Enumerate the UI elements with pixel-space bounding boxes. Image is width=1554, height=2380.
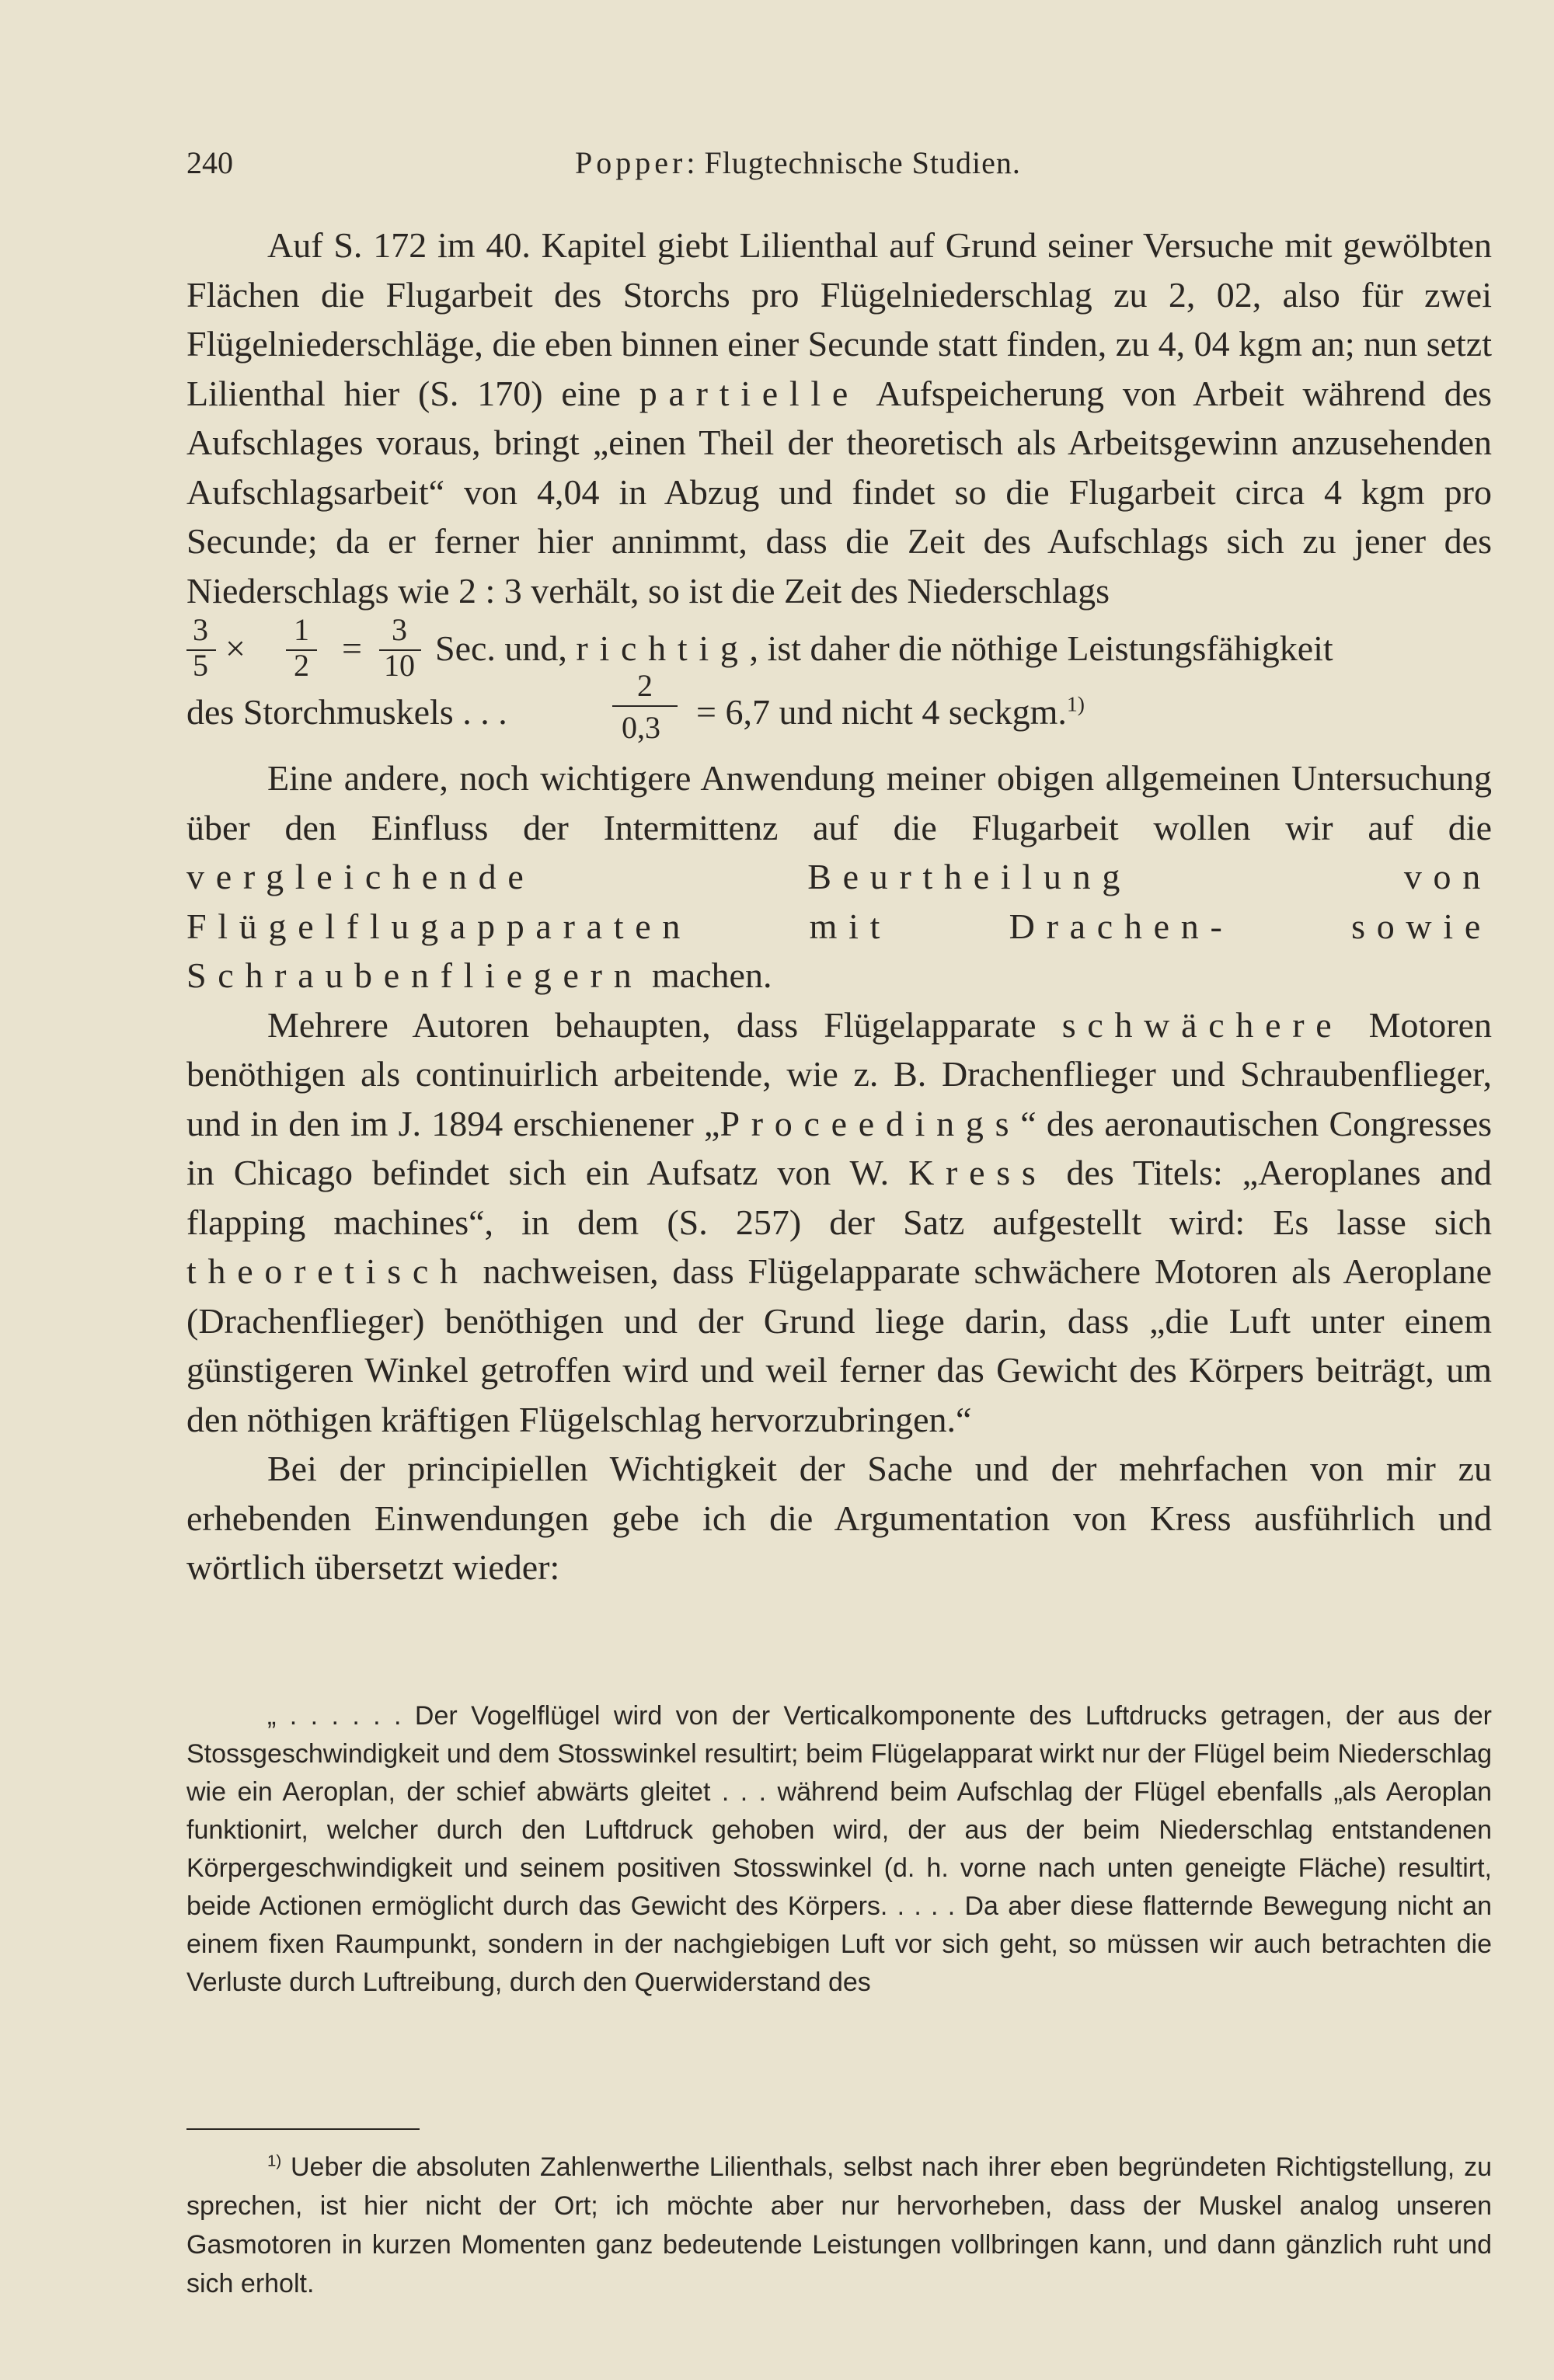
text-run: Motoren benöthigen als continuirlich arbeitende, wie z. B. Drachenflieger und Schraubenflieger, und in den im J. 1894 erschienener „ xyxy=(186,1004,1492,1143)
paragraph-2 xyxy=(186,753,1492,1000)
footnote xyxy=(186,2148,1492,2303)
spaced-text: vergleichende Beurtheilung von Flügelflugapparaten mit Drachen- sowie Schraubenfliegern xyxy=(186,857,1492,995)
text-run: “ des aeronautischen Congresses in Chicago befindet sich ein Aufsatz von W. xyxy=(186,1103,1493,1192)
text-run: machen. xyxy=(643,955,772,995)
running-header xyxy=(186,144,1507,191)
formula1-text xyxy=(435,628,1333,668)
body-text xyxy=(186,221,1492,1592)
text-run: des Titels: „Aeroplanes and flapping machines“, in dem (S. 257) der Satz aufgestellt wird: Es lasse sich xyxy=(186,1153,1492,1242)
spaced-text: partielle xyxy=(639,373,859,413)
page-number: 240 xyxy=(186,145,233,180)
footnote-ref: 1) xyxy=(1066,691,1085,716)
spaced-text: schwächere xyxy=(1061,1004,1343,1045)
frac3-numerator: 3 xyxy=(392,612,407,647)
footnote-rule xyxy=(186,2128,420,2130)
frac2-denominator: 2 xyxy=(294,648,309,683)
text-run: Eine andere, noch wichtigere Anwendung meiner obigen allgemeinen Untersuchung über den Einfluss der Intermittenz auf die Flugarbeit wollen wir auf die xyxy=(186,758,1492,847)
title-rest: : Flugtechnische Studien. xyxy=(686,145,1021,180)
spaced-text: richtig xyxy=(576,628,750,668)
frac3-denominator: 10 xyxy=(384,648,415,683)
text-run: = 6,7 und nicht 4 seckgm. xyxy=(696,692,1067,732)
equals-sign: = xyxy=(342,628,362,668)
paragraph-4: Bei der principiellen Wichtigkeit der Sache und der mehrfachen von mir zu erhebenden Einwendungen gebe ich die Argumentation von Kress ausführlich und wörtlich übersetzt wieder: xyxy=(186,1449,1492,1587)
quote-text: „ . . . . . . Der Vogelflügel wird von der Verticalkomponente des Luftdrucks getragen, der aus der Stossgeschwindigkeit und dem Stosswinkel resultirt; beim Flügelapparat wirkt nur der Flügel beim Niederschlag wie ein Aeroplan, der schief abwärts gleitet . . . während beim Aufschlag der Flügel ebenfalls „als Aeroplan funktionirt, welcher durch den Luftdruck gehoben wird, der aus der beim Niederschlag entstandenen Körpergeschwindigkeit und seinem positiven Stosswinkel (d. h. vorne nach unten geneigte Fläche) resultirt, beide Actionen ermöglicht durch das Gewicht des Körpers. . . . . Da aber diese flatternde Bewegung nicht an einem fixen Raumpunkt, sondern in der nachgiebigen Luft vor sich geht, so müssen wir auch betrachten die Verluste durch Luftreibung, durch den Querwiderstand des xyxy=(186,1701,1492,1997)
text-run: Ueber die absoluten Zahlenwerthe Lilienthals, selbst nach ihrer eben begründeten Richtigstellung, zu sprechen, ist hier nicht der Ort; ich möchte aber nur hervorheben, dass der Muskel analog unseren Gasmotoren in kurzen Momenten ganz bedeutende Leistungen vollbringen kann, und dann gänzlich ruht und sich erholt. xyxy=(186,2152,1492,2298)
frac1-denominator: 5 xyxy=(193,648,208,683)
text-run: nachweisen, dass Flügelapparate schwächere Motoren als Aeroplane (Drachenflieger) benöthigen und der Grund liege darin, dass „die Luft unter einem günstigeren Winkel getroffen wird und weil ferner das Gewicht des Körpers beiträgt, um den nöthigen kräftigen Flügelschlag hervorzubringen.“ xyxy=(186,1251,1492,1439)
text-run: Mehrere Autoren behaupten, dass Flügelapparate xyxy=(267,1004,1062,1045)
spaced-text: theoretisch xyxy=(186,1251,469,1291)
times-sign: × xyxy=(225,628,246,668)
formula-line-2 xyxy=(186,668,1492,753)
frac2-numerator: 1 xyxy=(294,612,309,647)
author-name: Popper xyxy=(575,145,687,180)
text-run: , ist daher die nöthige Leistungsfähigkeit xyxy=(749,628,1333,668)
footnote-text xyxy=(186,2148,1492,2303)
spaced-text: Kress xyxy=(908,1153,1047,1192)
frac4-denominator: 0,3 xyxy=(622,710,660,745)
formula-line-1 xyxy=(186,612,1492,683)
frac4-numerator: 2 xyxy=(637,668,653,703)
paragraph-1 xyxy=(186,221,1492,615)
footnote-marker: 1) xyxy=(267,2152,282,2170)
formula2-result xyxy=(696,691,1085,732)
formula2-lead: des Storchmuskels . . . xyxy=(186,692,507,732)
frac1-numerator: 3 xyxy=(193,612,208,647)
running-title xyxy=(575,144,1021,181)
text-run: Aufspeicherung von Arbeit während des Aufschlages voraus, bringt „einen Theil der theoretisch als Arbeitsgewinn anzusehenden Aufschlagsarbeit“ von 4,04 in Abzug und findet so die Flugarbeit circa 4 kgm pro Secunde; da er ferner hier annimmt, dass die Zeit des Aufschlags sich zu jener des Niederschlags wie 2 : 3 verhält, so ist die Zeit des Niederschlags xyxy=(186,373,1492,611)
frac4-bar xyxy=(612,705,678,707)
text-run: Auf S. 172 im 40. Kapitel giebt Lilienthal auf Grund seiner Versuche mit gewölbten Flächen die Flugarbeit des Storchs pro Flügelniederschlag zu 2, 02, also für zwei Flügelniederschläge, die eben binnen einer Secunde statt finden, zu 4, 04 kgm an; nun setzt Lilienthal hier (S. 170) eine xyxy=(186,225,1492,413)
spaced-text: Proceedings xyxy=(720,1103,1021,1143)
text-run: Sec. und, xyxy=(435,628,577,668)
paragraph-3 xyxy=(186,1000,1492,1445)
block-quote xyxy=(186,1697,1492,2002)
